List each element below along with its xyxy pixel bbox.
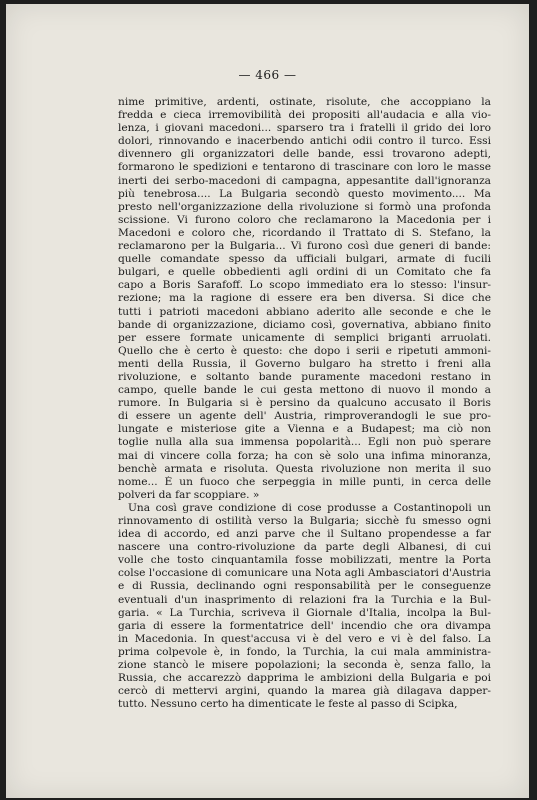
text-line: idea di accordo, ed anzi parve che il Sultano propendesse a far [118,528,491,541]
text-line: inerti dei serbo-macedoni di campagna, appesantite dall'ignoranza [118,174,491,187]
text-line: bulgari, e quelle obbedienti agli ordini di un Comitato che fa [118,266,491,279]
text-line: reclamarono per la Bulgaria... Vi furono così due generi di bande: [118,240,491,253]
text-line: presto nell'organizzazione della rivoluzione si formò una profonda [118,200,491,213]
text-line: zione stancò le misere popolazioni; la seconda è, senza fallo, la [118,659,491,672]
paragraph-1 [118,96,491,502]
text-line: quelle comandate spesso da ufficiali bulgari, armate di fucili [118,253,491,266]
text-line: lungate e misteriose gite a Vienna e a Budapest; ma ciò non [118,423,491,436]
text-line: per essere formate unicamente di semplici briganti arruolati. [118,331,491,344]
body-text [118,96,491,711]
text-line: nome... È un fuoco che serpeggia in mille punti, in cerca delle [118,475,491,488]
text-line: colse l'occasione di comunicare una Nota agli Ambasciatori d'Austria [118,567,491,580]
text-line: volle che tosto cinquantamila fosse mobilizzati, mentre la Porta [118,554,491,567]
text-line: nime primitive, ardenti, ostinate, risolute, che accoppiano la [118,96,491,108]
text-line: mai di vincere colla forza; ha con sè solo una infima minoranza, [118,449,491,462]
text-line: benchè armata e risoluta. Questa rivoluzione non merita il suo [118,462,491,475]
text-line: in Macedonia. In quest'accusa vi è del vero e vi è del falso. La [118,632,491,645]
text-line: bande di organizzazione, diciamo così, governativa, abbiano finito [118,318,491,331]
text-line: cercò di mettervi argini, quando la marea già dilagava dapper- [118,685,491,698]
text-line: lenza, i giovani macedoni... sparsero tra i fratelli il grido dei loro [118,122,491,135]
text-line: polveri da far scoppiare. » [118,488,260,501]
text-line: eventuali d'un inasprimento di relazioni fra la Turchia e la Bul- [118,593,491,606]
text-line: Quello che è certo è questo: che dopo i serii e ripetuti ammoni- [118,344,491,357]
page-number: — 466 — [238,68,297,82]
text-line: rezione; ma la ragione di essere era ben diversa. Si dice che [118,292,491,305]
text-line: rinnovamento di ostilità verso la Bulgaria; sicchè fu smesso ogni [118,515,491,527]
book-page [6,4,529,798]
text-line: e di Russia, declinando ogni responsabilità per le conseguenze [118,580,491,593]
text-line: dolori, rinnovando e inacerbendo antichi odii contro il turco. Essi [118,135,491,148]
text-line: di essere un agente dell' Austria, rimproverandogli le sue pro- [118,410,491,423]
text-line: Russia, che accarezzò dapprima le ambizioni della Bulgaria e poi [118,672,491,685]
text-line: Macedoni e coloro che, ricordando il Trattato di S. Stefano, la [118,226,491,239]
paragraph-2 [118,502,491,712]
text-line: rivoluzione, e soltanto bande puramente macedoni restano in [118,370,491,383]
text-line: toglie nulla alla sua immensa popolarità... Egli non può sperare [118,436,491,449]
text-line: scissione. Vi furono coloro che reclamarono la Macedonia per i [118,213,491,226]
text-line: prima colpevole è, in fondo, la Turchia, la cui mala amministra- [118,645,491,658]
text-line: più tenebrosa.... La Bulgaria secondò questo movimento.... Ma [118,187,491,200]
text-line: Una così grave condizione di cose produsse a Costantinopoli un [128,501,491,514]
text-line: nascere una contro-rivoluzione da parte degli Albanesi, di cui [118,541,491,554]
text-line: fredda e cieca irremovibilità dei propositi all'audacia e alla vio- [118,109,491,122]
text-line: divennero gli organizzatori delle bande, essi trovarono adepti, [118,148,491,161]
text-line: capo a Boris Sarafoff. Lo scopo immediato era lo stesso: l'insur- [118,279,491,292]
text-line: tutto. Nessuno certo ha dimenticate le feste al passo di Scipka, [118,698,458,711]
text-line: rumore. In Bulgaria si è persino da qualcuno accusato il Boris [118,397,491,410]
text-line: tutti i patrioti macedoni abbiano aderito alle seconde e che le [118,305,491,318]
text-line: campo, quelle bande le cui gesta mettono di nuovo il mondo a [118,384,491,397]
text-line: formarono le spedizioni e tentarono di trascinare con loro le masse [118,161,491,174]
text-line: garia di essere la formentatrice dell' incendio che ora divampa [118,619,491,632]
text-line: garia. « La Turchia, scriveva il Giornale d'Italia, incolpa la Bul- [118,606,491,619]
text-line: menti della Russia, il Governo bulgaro ha stretto i freni alla [118,357,491,370]
